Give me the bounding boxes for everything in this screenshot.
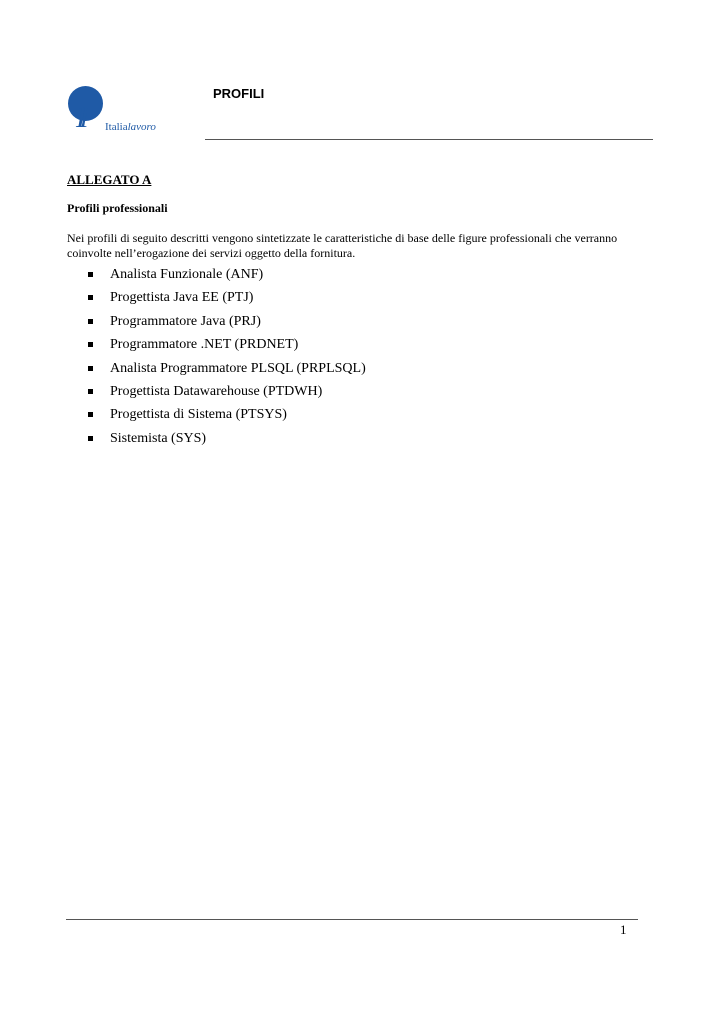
footer-divider (66, 919, 638, 920)
square-bullet-icon (88, 412, 93, 417)
square-bullet-icon (88, 319, 93, 324)
square-bullet-icon (88, 366, 93, 371)
profile-label: Sistemista (SYS) (110, 430, 207, 446)
square-bullet-icon (88, 342, 93, 347)
subheading: Profili professionali (67, 201, 168, 215)
logo-wordmark-plain: Italia (105, 121, 128, 133)
profile-label: Programmatore Java (PRJ) (110, 313, 261, 329)
square-bullet-icon (88, 272, 93, 277)
profile-label: Progettista Datawarehouse (PTDWH) (110, 383, 323, 399)
square-bullet-icon (88, 295, 93, 300)
logo-wordmark-italic: lavoro (127, 121, 156, 133)
intro-paragraph: Nei profili di seguito descritti vengono sintetizzate le caratteristiche di base delle figure professionali che verranno coinvolte nell’erogazione dei servizi oggetto della fornitura. (67, 231, 618, 260)
logo-monogram: Il (76, 101, 83, 134)
logo-circle-icon (68, 86, 103, 121)
header-title: PROFILI (213, 86, 265, 101)
profile-label: Analista Funzionale (ANF) (110, 267, 264, 282)
profile-label: Analista Programmatore PLSQL (PRPLSQL) (110, 360, 366, 376)
profile-label: Progettista di Sistema (PTSYS) (110, 407, 287, 423)
square-bullet-icon (88, 389, 93, 394)
italialavoro-logo (66, 83, 168, 139)
section-title: ALLEGATO A (67, 172, 152, 187)
profile-label: Programmatore .NET (PRDNET) (110, 337, 299, 353)
page-number: 1 (620, 922, 627, 937)
header-divider (205, 139, 653, 140)
square-bullet-icon (88, 436, 93, 441)
profile-label: Progettista Java EE (PTJ) (110, 290, 254, 306)
logo-wordmark (105, 121, 156, 133)
